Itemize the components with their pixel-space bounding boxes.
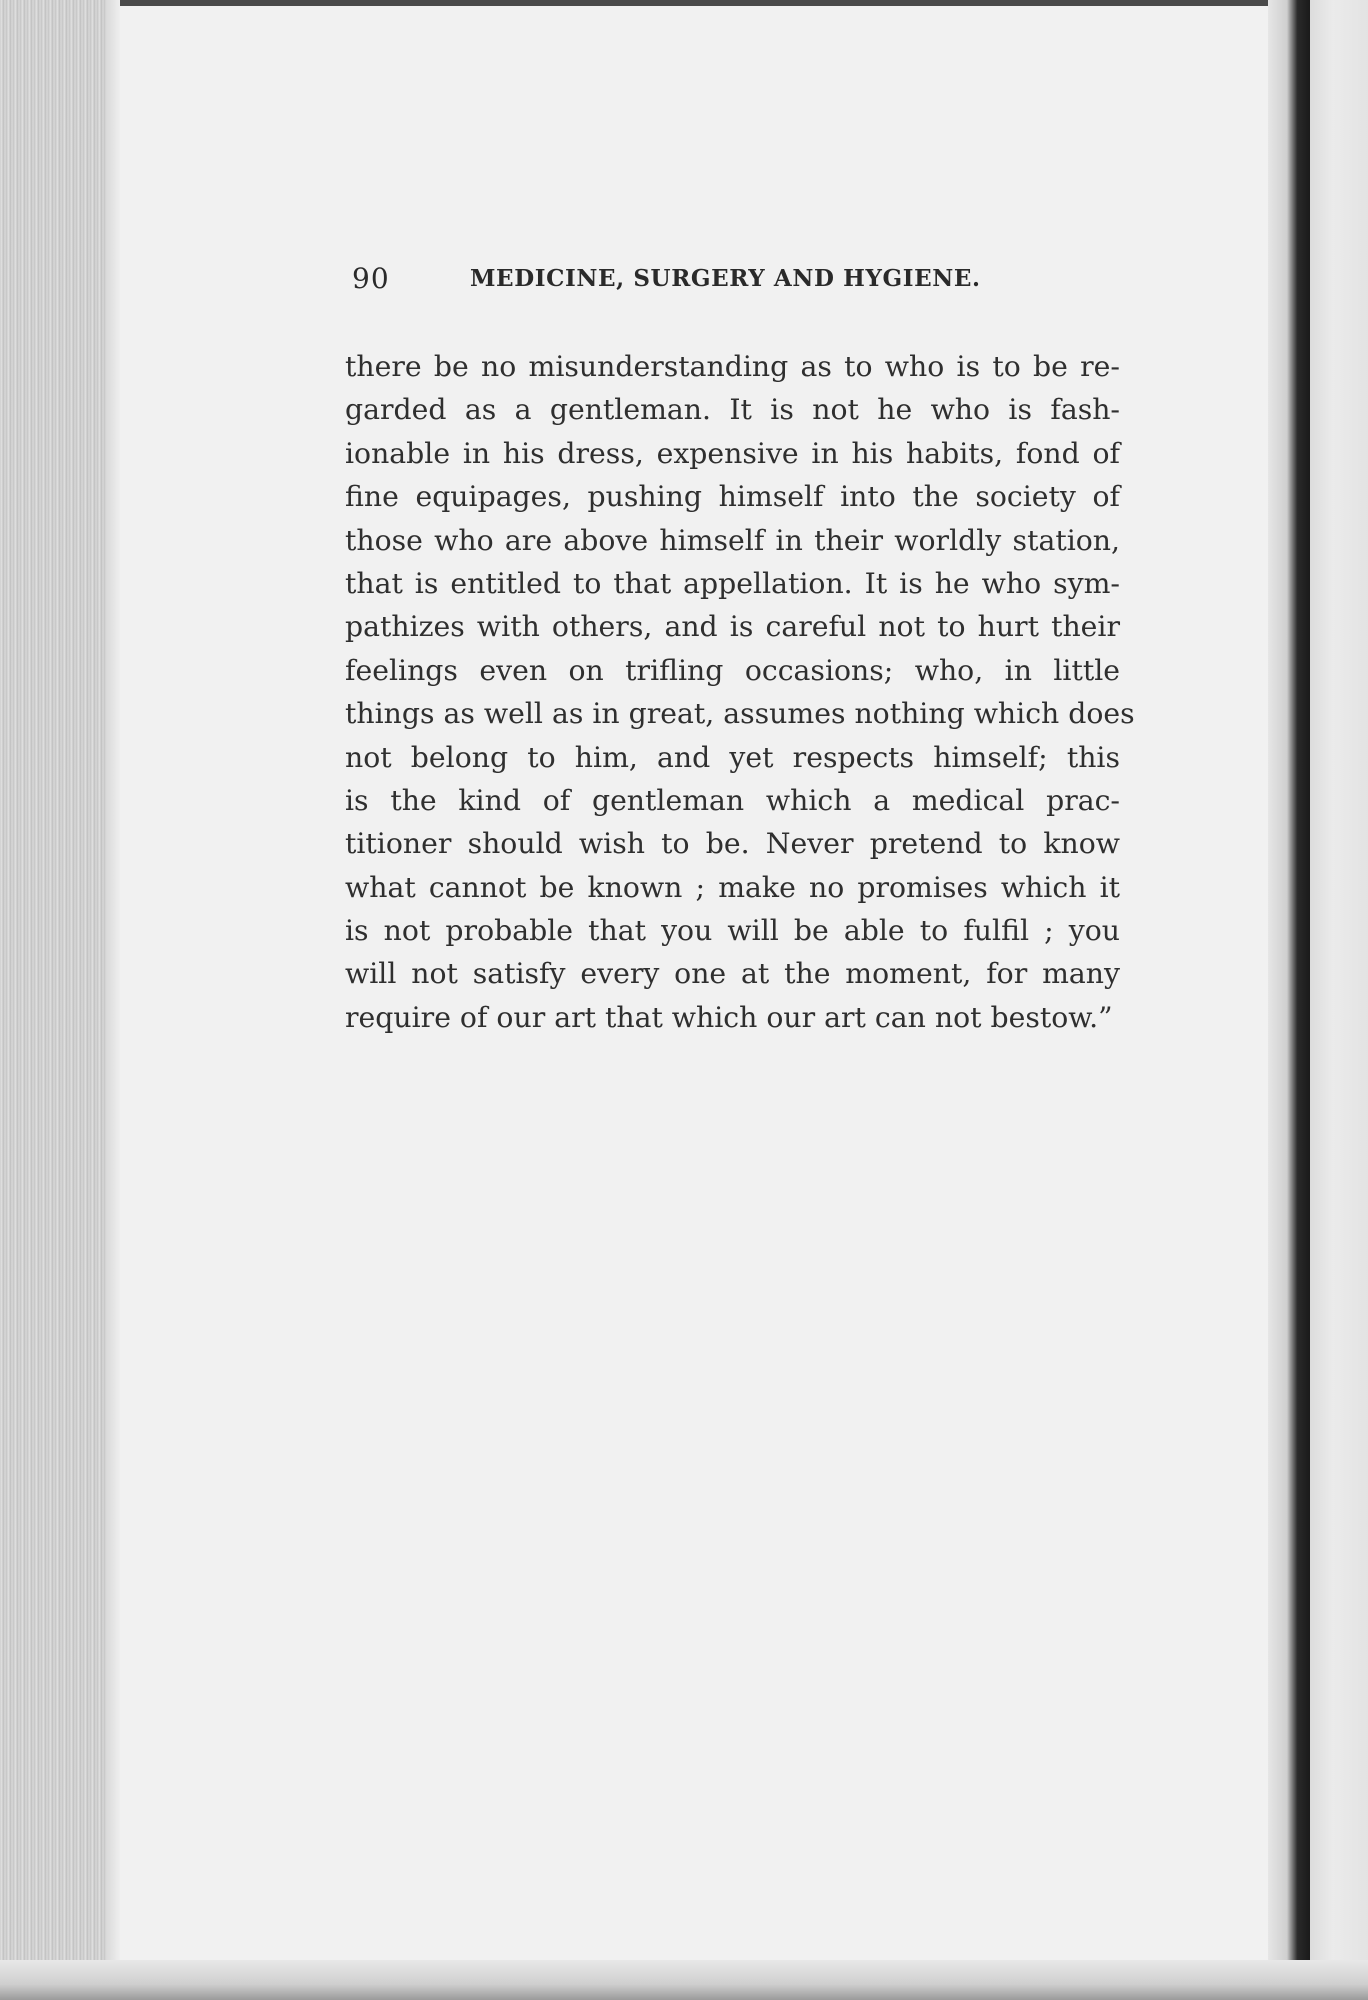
- text-line: titioner should wish to be. Never pretend to know: [345, 827, 1120, 861]
- page-header: [352, 262, 1122, 302]
- text-line: is the kind of gentleman which a medical prac-: [345, 783, 1120, 817]
- text-line: is not probable that you will be able to fulfil ; you: [345, 914, 1120, 948]
- next-page-edge: [1310, 0, 1368, 2000]
- text-line: pathizes with others, and is careful not to hurt their: [345, 610, 1120, 644]
- text-line: that is entitled to that appellation. It is he who sym-: [345, 566, 1120, 600]
- text-line: not belong to him, and yet respects himself; this: [345, 740, 1120, 774]
- gutter-shadow: [1268, 0, 1310, 2000]
- text-line: garded as a gentleman. It is not he who is fash-: [345, 393, 1120, 427]
- body-text: [345, 345, 1135, 1039]
- bottom-edge: [0, 1960, 1368, 2000]
- text-line: require of our art that which our art can not bestow.”: [345, 1000, 1113, 1034]
- text-line: ionable in his dress, expensive in his habits, fond of: [345, 436, 1120, 470]
- running-head: MEDICINE, SURGERY AND HYGIENE.: [470, 265, 981, 292]
- text-line: will not satisfy every one at the moment, for many: [345, 957, 1120, 991]
- page-edges: [0, 0, 120, 2000]
- text-line: fine equipages, pushing himself into the society of: [345, 480, 1120, 514]
- text-line: feelings even on trifling occasions; who, in little: [345, 653, 1120, 687]
- text-line: things as well as in great, assumes nothing which does: [345, 697, 1135, 731]
- text-line: there be no misunderstanding as to who is to be re-: [345, 350, 1120, 383]
- text-line: those who are above himself in their worldly station,: [345, 523, 1120, 557]
- page-number: 90: [352, 262, 390, 295]
- text-line: what cannot be known ; make no promises which it: [345, 870, 1120, 904]
